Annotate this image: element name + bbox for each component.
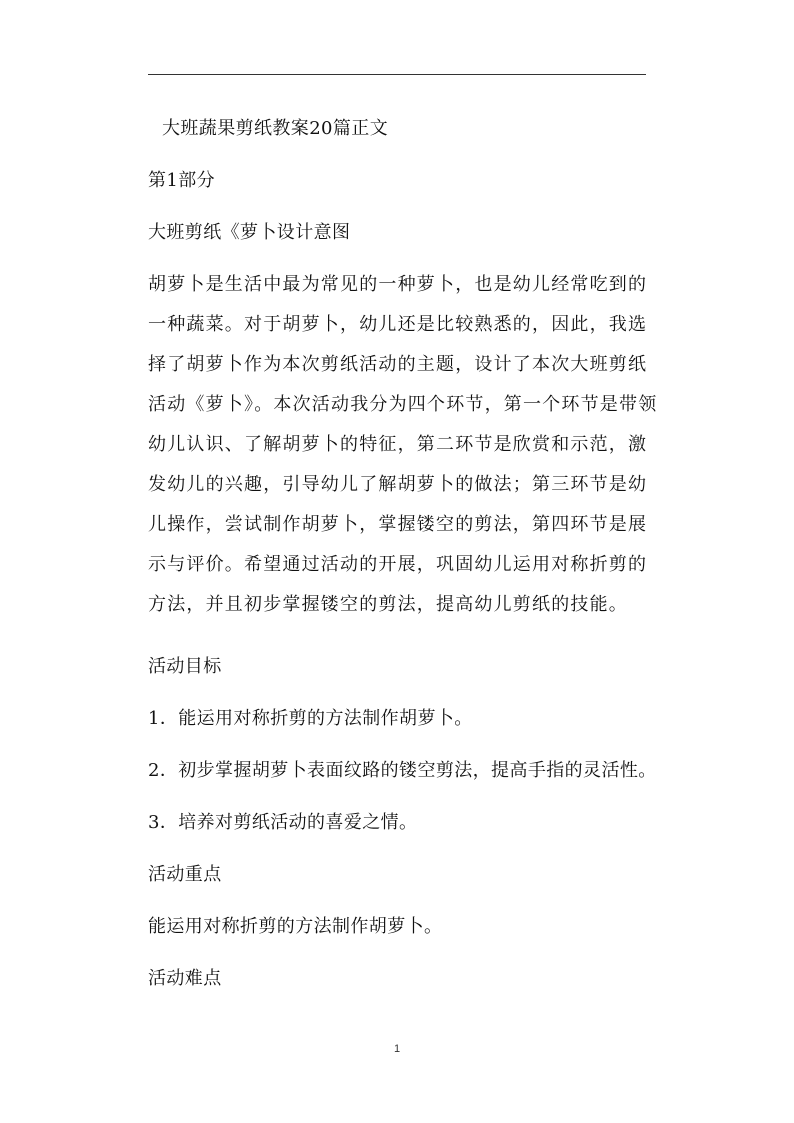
section-subtitle: 大班剪纸《萝卜设计意图 (148, 222, 351, 243)
paragraph-line: 示与评价。希望通过活动的开展，巩固幼儿运用对称折剪的 (148, 554, 648, 575)
paragraph-line: 幼儿认识、了解胡萝卜的特征，第二环节是欣赏和示范，激 (148, 434, 648, 455)
paragraph-line: 方法，并且初步掌握镂空的剪法，提高幼儿剪纸的技能。 (148, 594, 628, 615)
paragraph-line: 胡萝卜是生活中最为常见的一种萝卜，也是幼儿经常吃到的 (148, 274, 648, 295)
page-number: 1 (393, 1043, 401, 1055)
paragraph-line: 儿操作，尝试制作胡萝卜，掌握镂空的剪法，第四环节是展 (148, 514, 648, 535)
paragraph-line: 活动《萝卜》。本次活动我分为四个环节，第一个环节是带领 (148, 394, 658, 415)
key-text: 能运用对称折剪的方法制作胡萝卜。 (148, 916, 443, 937)
document-title: 大班蔬果剪纸教案20篇正文 (162, 118, 389, 139)
paragraph-line: 一种蔬菜。对于胡萝卜，幼儿还是比较熟悉的，因此，我选 (148, 314, 648, 335)
difficulty-heading: 活动难点 (148, 968, 222, 989)
goal-item: 1．能运用对称折剪的方法制作胡萝卜。 (148, 708, 473, 729)
paragraph-line: 发幼儿的兴趣，引导幼儿了解胡萝卜的做法；第三环节是幼 (148, 474, 648, 495)
header-rule (148, 74, 646, 75)
key-heading: 活动重点 (148, 864, 222, 885)
paragraph-line: 择了胡萝卜作为本次剪纸活动的主题，设计了本次大班剪纸 (148, 354, 648, 375)
goal-item: 3．培养对剪纸活动的喜爱之情。 (148, 812, 418, 833)
goal-item: 2．初步掌握胡萝卜表面纹路的镂空剪法，提高手指的灵活性。 (148, 760, 657, 781)
goals-heading: 活动目标 (148, 656, 222, 677)
part-heading: 第1部分 (148, 170, 216, 191)
